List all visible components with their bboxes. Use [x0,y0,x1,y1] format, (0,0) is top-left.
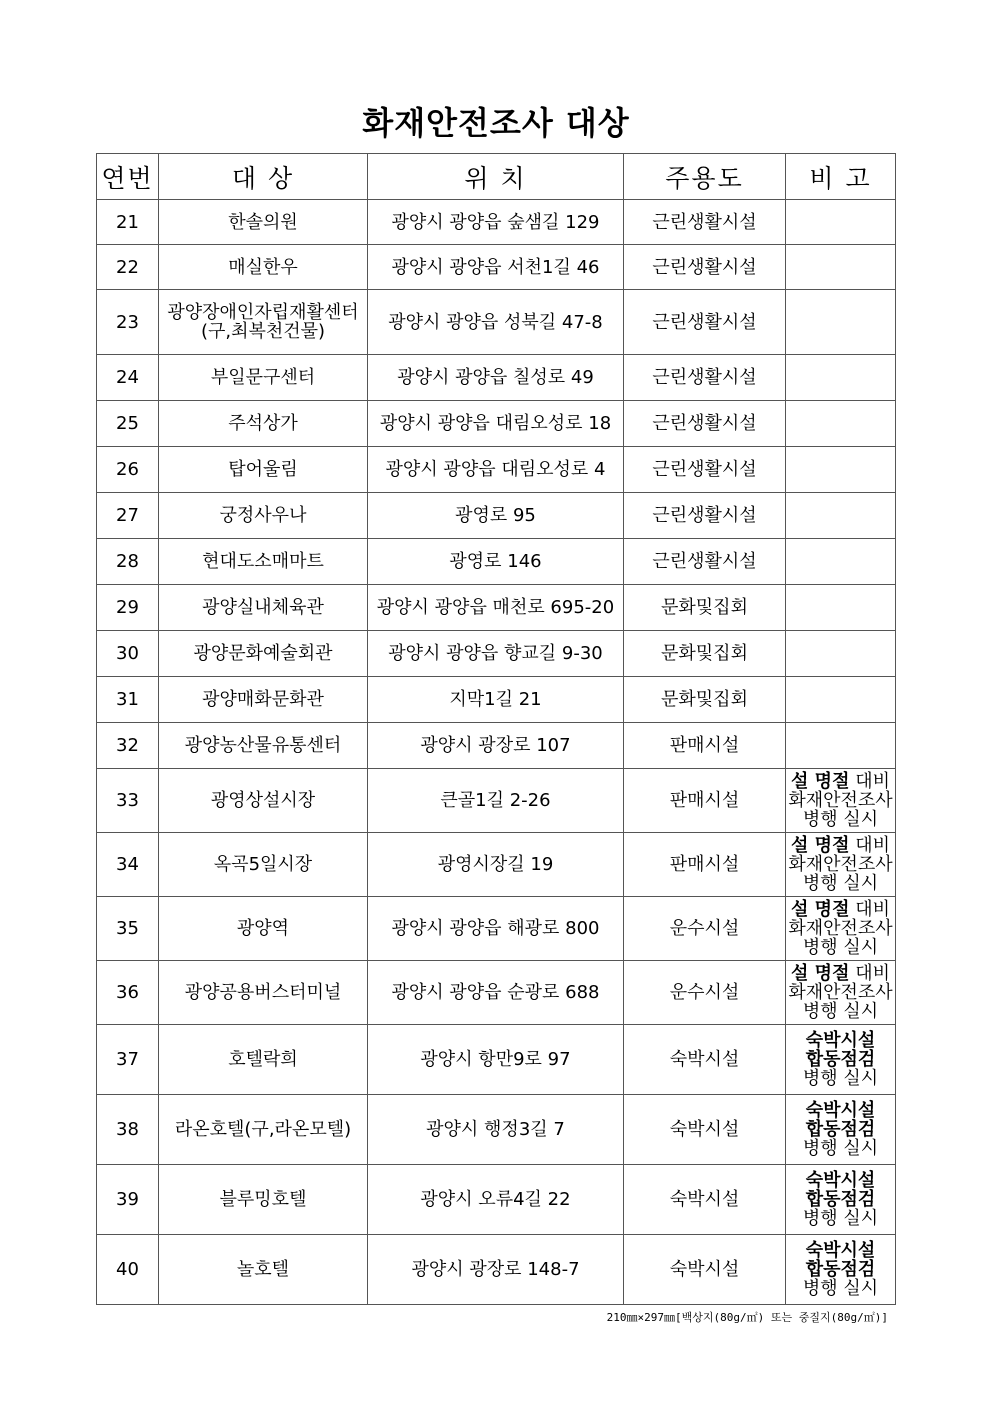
row-target-name: 궁정사우나 [159,493,368,539]
table-row [97,1025,896,1095]
row-number: 25 [97,401,159,447]
remark-line: 숙박시설 [805,1170,876,1191]
header-remarks: 비 고 [786,154,896,200]
row-usage: 운수시설 [624,897,786,961]
remark-line: 병행 실시 [802,809,879,830]
row-number: 36 [97,961,159,1025]
table-row [97,769,896,833]
row-usage: 숙박시설 [624,1025,786,1095]
row-usage: 근린생활시설 [624,290,786,355]
remark-line [788,836,893,855]
remark-text: 대비 [849,835,890,856]
row-usage: 숙박시설 [624,1235,786,1305]
row-usage: 문화및집회 [624,677,786,723]
remark-line: 병행 실시 [802,1278,879,1299]
row-target-name: 광양매화문화관 [159,677,368,723]
header-no: 연번 [97,154,159,200]
row-remarks [786,897,896,961]
remark-line: 화재안전조사 [788,790,893,811]
row-target-name: 광영상설시장 [159,769,368,833]
table-row [97,723,896,769]
row-usage: 판매시설 [624,769,786,833]
row-remarks [786,1025,896,1095]
row-location: 광양시 광양읍 칠성로 49 [368,355,624,401]
table-row [97,677,896,723]
table-row [97,961,896,1025]
row-number: 32 [97,723,159,769]
remark-line: 합동점검 [805,1259,876,1280]
row-remarks [786,539,896,585]
row-target-name: 놀호텔 [159,1235,368,1305]
row-location: 광양시 광양읍 숲샘길 129 [368,200,624,245]
row-location: 광양시 광양읍 순광로 688 [368,961,624,1025]
row-target-name: 주석상가 [159,401,368,447]
row-remarks [786,1165,896,1235]
row-number: 39 [97,1165,159,1235]
header-row [97,154,896,200]
remark-line: 화재안전조사 [788,982,893,1003]
row-remarks [786,631,896,677]
row-number: 27 [97,493,159,539]
row-number: 33 [97,769,159,833]
row-target-name: 광양실내체육관 [159,585,368,631]
row-number: 40 [97,1235,159,1305]
row-target-name: 광양농산물유통센터 [159,723,368,769]
table-row [97,1165,896,1235]
table-row [97,833,896,897]
remark-line: 병행 실시 [802,873,879,894]
row-target-name: 라온호텔(구,라온모텔) [159,1095,368,1165]
row-number: 37 [97,1025,159,1095]
remark-line: 숙박시설 [805,1100,876,1121]
row-number: 26 [97,447,159,493]
remark-line: 병행 실시 [802,1001,879,1022]
row-target-name: 광양역 [159,897,368,961]
table-row [97,539,896,585]
row-location: 광양시 항만9로 97 [368,1025,624,1095]
row-location: 광양시 광양읍 서천1길 46 [368,245,624,290]
row-location: 광양시 광양읍 대림오성로 4 [368,447,624,493]
row-target-name: 현대도소매마트 [159,539,368,585]
remark-line [788,772,893,791]
row-usage: 근린생활시설 [624,539,786,585]
row-usage: 숙박시설 [624,1095,786,1165]
row-remarks [786,1095,896,1165]
row-usage: 근린생활시설 [624,447,786,493]
remark-text: 대비 [849,771,890,792]
row-remarks [786,290,896,355]
row-location: 광양시 광양읍 성북길 47-8 [368,290,624,355]
remark-line: 병행 실시 [802,1208,879,1229]
remark-line: 병행 실시 [802,1068,879,1089]
remark-bold: 설 명절 [791,835,850,856]
row-location: 광양시 광양읍 해광로 800 [368,897,624,961]
row-usage: 문화및집회 [624,631,786,677]
table-row [97,1235,896,1305]
remark-line: 숙박시설 [805,1030,876,1051]
remark-line: 합동점검 [805,1189,876,1210]
row-usage: 근린생활시설 [624,401,786,447]
row-location: 광양시 행정3길 7 [368,1095,624,1165]
remark-line: 병행 실시 [802,1138,879,1159]
row-remarks [786,723,896,769]
table-row [97,1095,896,1165]
row-remarks [786,245,896,290]
table-row [97,493,896,539]
remark-text: 대비 [849,899,890,920]
row-number: 28 [97,539,159,585]
row-target-name: 부일문구센터 [159,355,368,401]
header-location: 위 치 [368,154,624,200]
row-target-name: 광양문화예술회관 [159,631,368,677]
row-location: 광양시 광양읍 매천로 695-20 [368,585,624,631]
row-remarks [786,200,896,245]
row-target-name: 매실한우 [159,245,368,290]
remark-text: 대비 [849,963,890,984]
table-row [97,401,896,447]
remark-bold: 설 명절 [791,899,850,920]
row-remarks [786,833,896,897]
row-location: 광영로 95 [368,493,624,539]
row-remarks [786,1235,896,1305]
row-number: 24 [97,355,159,401]
row-location: 광양시 광장로 107 [368,723,624,769]
row-number: 30 [97,631,159,677]
row-target-name: 블루밍호텔 [159,1165,368,1235]
row-remarks [786,585,896,631]
paper-spec-footnote: 210㎜×297㎜[백상지(80g/㎡) 또는 중질지(80g/㎡)] [606,1311,888,1324]
row-location: 큰골1길 2-26 [368,769,624,833]
remark-line: 병행 실시 [802,937,879,958]
row-remarks [786,401,896,447]
row-number: 29 [97,585,159,631]
row-number: 23 [97,290,159,355]
row-remarks [786,677,896,723]
row-number: 34 [97,833,159,897]
row-usage: 판매시설 [624,833,786,897]
table-row [97,897,896,961]
header-usage: 주용도 [624,154,786,200]
row-number: 38 [97,1095,159,1165]
row-target-name: 한솔의원 [159,200,368,245]
row-usage: 숙박시설 [624,1165,786,1235]
row-target-name: 탑어울림 [159,447,368,493]
table-row [97,245,896,290]
remark-line: 화재안전조사 [788,854,893,875]
row-usage: 근린생활시설 [624,355,786,401]
row-number: 35 [97,897,159,961]
survey-table [96,153,896,1305]
row-location: 광양시 오류4길 22 [368,1165,624,1235]
remark-line: 화재안전조사 [788,918,893,939]
remark-line: 합동점검 [805,1049,876,1070]
row-usage: 문화및집회 [624,585,786,631]
row-location: 광양시 광양읍 향교길 9-30 [368,631,624,677]
row-usage: 운수시설 [624,961,786,1025]
row-remarks [786,961,896,1025]
row-remarks [786,769,896,833]
row-number: 31 [97,677,159,723]
row-target-name: 광양공용버스터미널 [159,961,368,1025]
table-row [97,355,896,401]
row-remarks [786,447,896,493]
table-row [97,585,896,631]
row-location: 광양시 광양읍 대림오성로 18 [368,401,624,447]
header-target: 대 상 [159,154,368,200]
remark-line: 숙박시설 [805,1240,876,1261]
row-usage: 판매시설 [624,723,786,769]
remark-line [788,900,893,919]
row-location: 지막1길 21 [368,677,624,723]
row-number: 22 [97,245,159,290]
remark-bold: 설 명절 [791,771,850,792]
row-remarks [786,355,896,401]
row-remarks [786,493,896,539]
table-row [97,200,896,245]
row-location: 광양시 광장로 148-7 [368,1235,624,1305]
row-usage: 근린생활시설 [624,245,786,290]
table-row [97,447,896,493]
row-target-name: 호텔락희 [159,1025,368,1095]
row-usage: 근린생활시설 [624,200,786,245]
remark-line: 합동점검 [805,1119,876,1140]
table-body [97,200,896,1305]
row-target-name: 광양장애인자립재활센터 (구,최복천건물) [159,290,368,355]
row-location: 광영시장길 19 [368,833,624,897]
remark-bold: 설 명절 [791,963,850,984]
row-usage: 근린생활시설 [624,493,786,539]
table-row [97,631,896,677]
row-location: 광영로 146 [368,539,624,585]
row-target-name: 옥곡5일시장 [159,833,368,897]
row-number: 21 [97,200,159,245]
page-title: 화재안전조사 대상 [362,104,630,142]
table-row [97,290,896,355]
remark-line [788,964,893,983]
